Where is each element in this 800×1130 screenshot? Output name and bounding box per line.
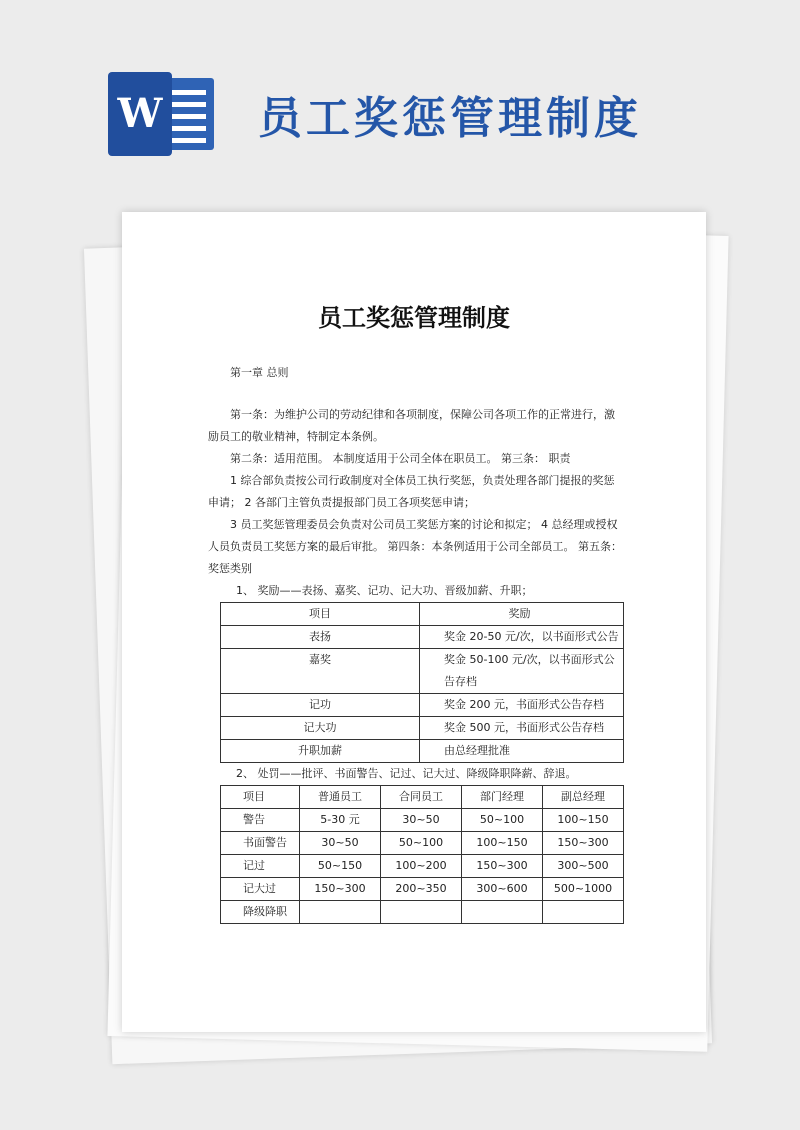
- table-header-cell: 项目: [221, 603, 420, 626]
- table-cell: 奖金 20-50 元/次，以书面形式公告: [420, 626, 624, 649]
- table-cell: 记功: [221, 694, 420, 717]
- table-header-cell: 部门经理: [462, 786, 543, 809]
- table-cell: 50~100: [462, 809, 543, 832]
- table-row: [221, 694, 624, 717]
- chapter-heading: 第一章 总则: [230, 366, 289, 379]
- table-cell: 150~300: [300, 878, 381, 901]
- table-cell: 50~150: [300, 855, 381, 878]
- table-cell: 书面警告: [221, 832, 300, 855]
- document-title: 员工奖惩管理制度: [318, 304, 510, 332]
- table-cell: 30~50: [300, 832, 381, 855]
- word-icon-letter: W: [108, 72, 172, 156]
- table-cell: 100~150: [543, 809, 624, 832]
- table-cell: 30~50: [381, 809, 462, 832]
- table-header-cell: 副总经理: [543, 786, 624, 809]
- table-cell: [543, 901, 624, 924]
- penalty-heading: 2、 处罚——批评、书面警告、记过、记大过、降级降职降薪、辞退。: [236, 767, 577, 780]
- table-cell: 降级降职: [221, 901, 300, 924]
- article-1: 第一条：为维护公司的劳动纪律和各项制度，保障公司各项工作的正常进行，激励员工的敬业精神，特制定本条例。: [208, 408, 615, 443]
- table-cell: 记过: [221, 855, 300, 878]
- table-header-cell: 合同员工: [381, 786, 462, 809]
- article-2: 第二条：适用范围。 本制度适用于公司全体在职员工。 第三条： 职责: [230, 452, 571, 465]
- table-row: [221, 809, 624, 832]
- table-cell: 200~350: [381, 878, 462, 901]
- table-row: [221, 901, 624, 924]
- table-cell: 150~300: [543, 832, 624, 855]
- reward-heading: 1、 奖励——表扬、嘉奖、记功、记大功、晋级加薪、升职；: [236, 584, 533, 597]
- table-cell: [381, 901, 462, 924]
- document-page: [122, 212, 706, 1032]
- table-cell: 奖金 200 元，书面形式公告存档: [420, 694, 624, 717]
- table-row: [221, 878, 624, 901]
- table-cell: 记大功: [221, 717, 420, 740]
- table-row: [221, 740, 624, 763]
- word-document-icon: [108, 72, 216, 156]
- table-cell: 记大过: [221, 878, 300, 901]
- table-cell: 警告: [221, 809, 300, 832]
- reward-table: [220, 602, 624, 763]
- table-header-row: [221, 603, 624, 626]
- table-row: [221, 832, 624, 855]
- table-header-row: [221, 786, 624, 809]
- table-cell: 500~1000: [543, 878, 624, 901]
- table-cell: 300~600: [462, 878, 543, 901]
- header-title: 员工奖惩管理制度: [258, 93, 642, 144]
- table-cell: 表扬: [221, 626, 420, 649]
- document-body: [208, 362, 624, 924]
- table-cell: 奖金 50-100 元/次，以书面形式公告存档: [420, 649, 624, 694]
- table-row: [221, 626, 624, 649]
- table-header-cell: 奖励: [420, 603, 624, 626]
- table-row: [221, 855, 624, 878]
- table-cell: 嘉奖: [221, 649, 420, 694]
- table-cell: 50~100: [381, 832, 462, 855]
- table-header-cell: 项目: [221, 786, 300, 809]
- table-cell: 100~150: [462, 832, 543, 855]
- table-cell: 300~500: [543, 855, 624, 878]
- article-3-item-1-2: 1 综合部负责按公司行政制度对全体员工执行奖惩，负责处理各部门提报的奖惩申请； 2 各部门主管负责提报部门员工各项奖惩申请；: [208, 474, 615, 509]
- page-header: [108, 72, 642, 156]
- table-row: [221, 717, 624, 740]
- table-cell: 5-30 元: [300, 809, 381, 832]
- table-cell: [300, 901, 381, 924]
- table-cell: 由总经理批准: [420, 740, 624, 763]
- table-cell: 100~200: [381, 855, 462, 878]
- table-cell: 奖金 500 元，书面形式公告存档: [420, 717, 624, 740]
- table-row: [221, 649, 624, 694]
- table-cell: 升职加薪: [221, 740, 420, 763]
- table-cell: [462, 901, 543, 924]
- table-cell: 150~300: [462, 855, 543, 878]
- table-header-cell: 普通员工: [300, 786, 381, 809]
- penalty-table: [220, 785, 624, 924]
- article-3-item-3-4: 3 员工奖惩管理委员会负责对公司员工奖惩方案的讨论和拟定； 4 总经理或授权人员负责员工奖惩方案的最后审批。 第四条：本条例适用于公司全部员工。 第五条：奖惩类别: [208, 518, 622, 575]
